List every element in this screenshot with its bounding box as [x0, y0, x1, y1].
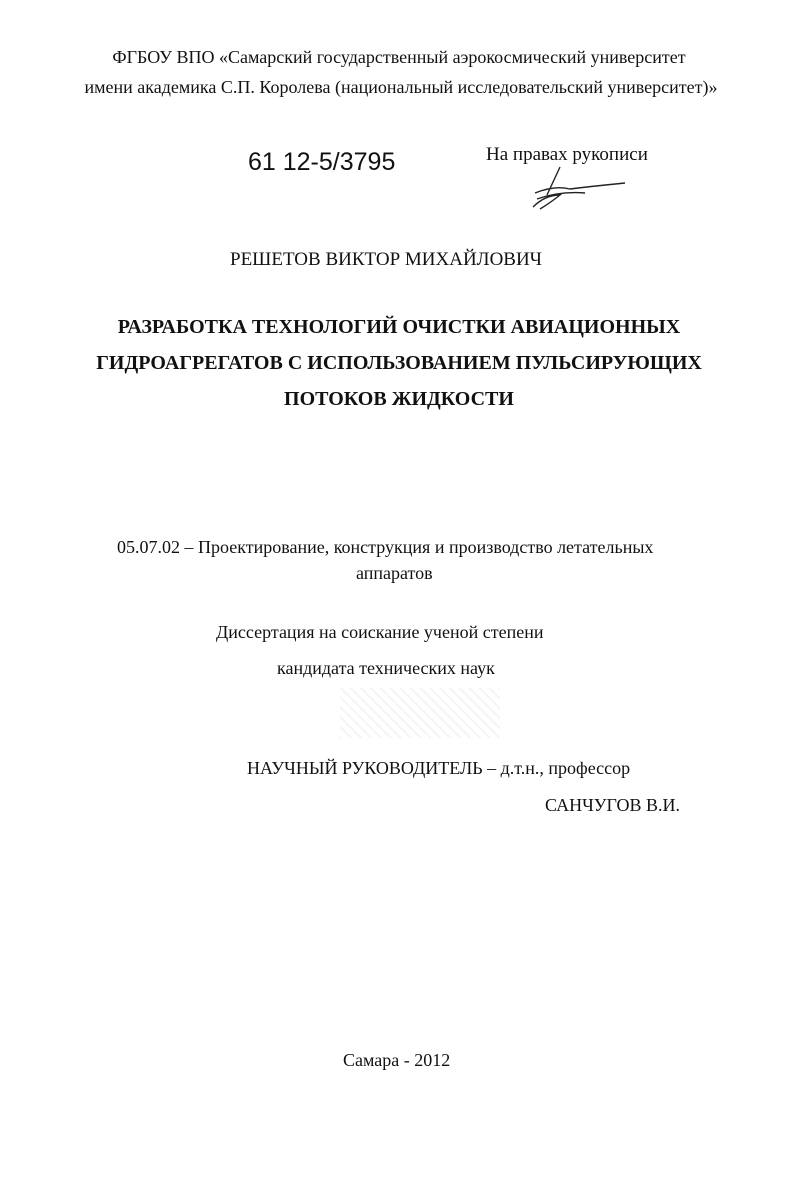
institution-line-1: ФГБОУ ВПО «Самарский государственный аэрокосмический университет [112, 47, 686, 67]
advisor-line: НАУЧНЫЙ РУКОВОДИТЕЛЬ – д.т.н., профессор [247, 758, 631, 778]
scan-noise [340, 688, 500, 738]
specialty-line-1: 05.07.02 – Проектирование, конструкция и производство летательных [117, 537, 654, 557]
manuscript-rights: На правах рукописи [486, 144, 648, 165]
title-line-2: ГИДРОАГРЕГАТОВ С ИСПОЛЬЗОВАНИЕМ ПУЛЬСИРУЮЩИХ [96, 352, 702, 374]
title-line-1: РАЗРАБОТКА ТЕХНОЛОГИЙ ОЧИСТКИ АВИАЦИОННЫХ [117, 316, 681, 338]
place-year: Самара - 2012 [343, 1050, 451, 1070]
signature-image [525, 165, 630, 215]
title-line-3: ПОТОКОВ ЖИДКОСТИ [284, 388, 514, 410]
degree-line-2: кандидата технических наук [277, 658, 495, 678]
advisor-name: САНЧУГОВ В.И. [545, 795, 681, 815]
institution-line-2: имени академика С.П. Королева (национальный исследовательский университет)» [84, 77, 718, 97]
specialty-line-2: аппаратов [356, 563, 433, 583]
author-name: РЕШЕТОВ ВИКТОР МИХАЙЛОВИЧ [230, 249, 543, 270]
degree-line-1: Диссертация на соискание ученой степени [216, 622, 544, 642]
catalog-number: 61 12-5/3795 [248, 148, 396, 176]
